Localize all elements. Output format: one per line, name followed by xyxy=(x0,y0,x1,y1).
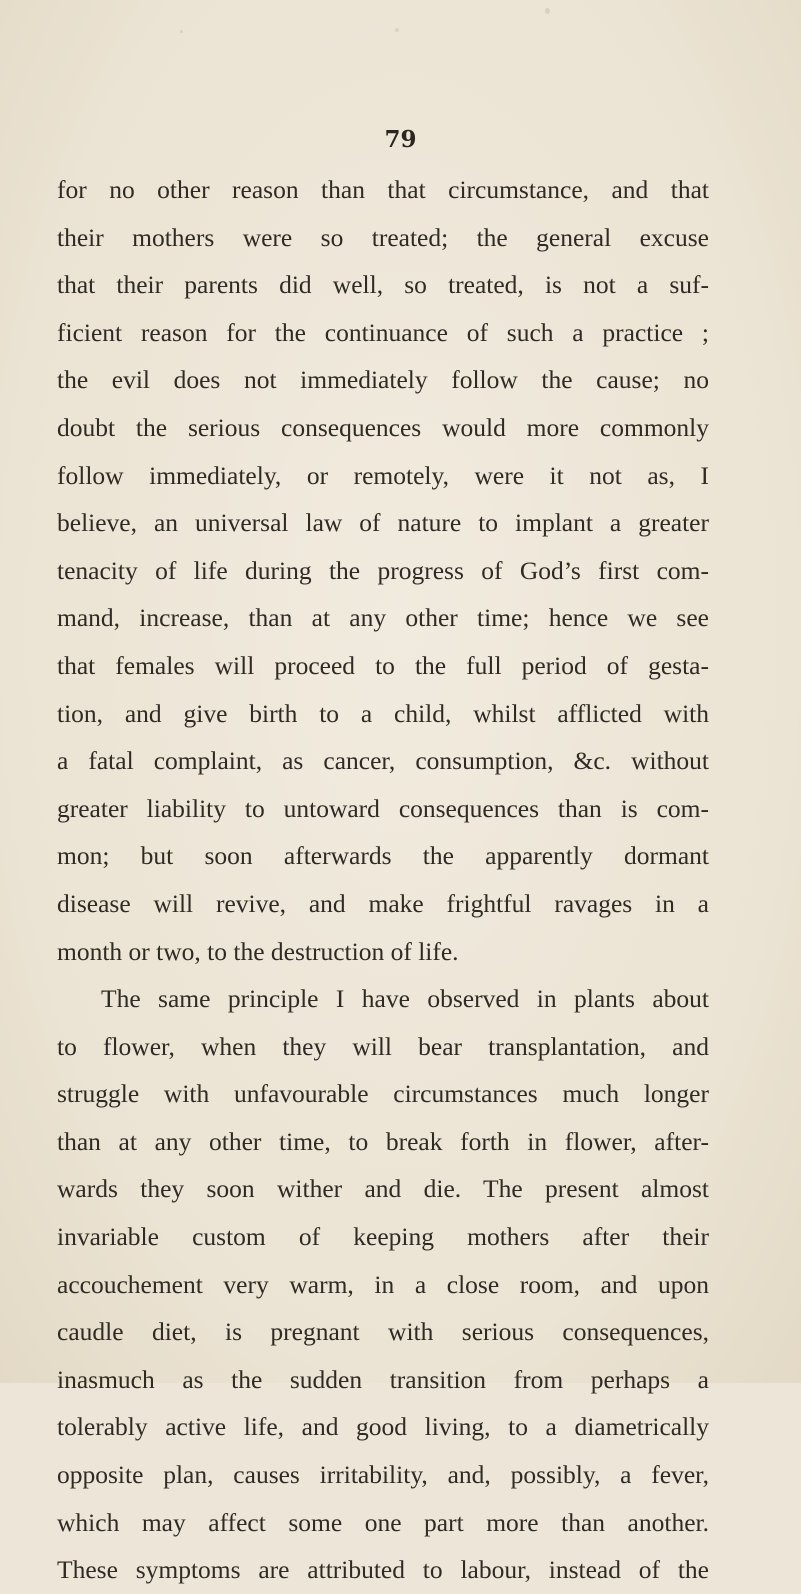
text-line: opposite plan, causes irritability, and, possibly, a fever, xyxy=(57,1460,709,1490)
text-line: mand, increase, than at any other time; hence we see xyxy=(57,603,709,633)
text-line: to flower, when they will bear transplantation, and xyxy=(57,1031,709,1061)
text-line: caudle diet, is pregnant with serious consequences, xyxy=(57,1317,709,1347)
paragraph-end-line: month or two, to the destruction of life. xyxy=(57,936,459,966)
text-line: mon; but soon afterwards the apparently dormant xyxy=(57,841,709,871)
body-text xyxy=(57,166,709,1594)
text-line: that females will proceed to the full period of gesta- xyxy=(57,650,709,680)
text-line: tenacity of life during the progress of God’s first com- xyxy=(57,555,709,585)
paragraph-start-line: The same principle I have observed in plants about xyxy=(101,984,709,1014)
paper-stain xyxy=(395,28,399,32)
text-line: tion, and give birth to a child, whilst afflicted with xyxy=(57,698,709,728)
text-line: These symptoms are attributed to labour, instead of the xyxy=(57,1555,709,1585)
text-line: a fatal complaint, as cancer, consumption, &c. without xyxy=(57,746,709,776)
text-line: which may affect some one part more than another. xyxy=(57,1507,709,1537)
text-line: greater liability to untoward consequences than is com- xyxy=(57,793,709,823)
text-line: believe, an universal law of nature to implant a greater xyxy=(57,508,709,538)
text-line: disease will revive, and make frightful ravages in a xyxy=(57,888,709,918)
text-line: accouchement very warm, in a close room, and upon xyxy=(57,1269,709,1299)
paper-stain xyxy=(545,8,550,14)
text-line: the evil does not immediately follow the cause; no xyxy=(57,365,709,395)
text-line: than at any other time, to break forth in flower, after- xyxy=(57,1126,709,1156)
text-line: inasmuch as the sudden transition from perhaps a xyxy=(57,1364,709,1394)
paper-stain xyxy=(180,30,183,33)
text-line: ficient reason for the continuance of such a practice ; xyxy=(57,317,709,347)
text-line: tolerably active life, and good living, to a diametrically xyxy=(57,1412,709,1442)
text-line: struggle with unfavourable circumstances much longer xyxy=(57,1079,709,1109)
text-line: their mothers were so treated; the general excuse xyxy=(57,222,709,252)
text-line: follow immediately, or remotely, were it not as, I xyxy=(57,460,709,490)
text-line: doubt the serious consequences would more commonly xyxy=(57,412,709,442)
text-line: invariable custom of keeping mothers after their xyxy=(57,1222,709,1252)
page-number: 79 xyxy=(384,126,417,153)
text-line: that their parents did well, so treated, is not a suf- xyxy=(57,270,709,300)
text-line: for no other reason than that circumstance, and that xyxy=(57,175,709,204)
text-line: wards they soon wither and die. The present almost xyxy=(57,1174,709,1204)
